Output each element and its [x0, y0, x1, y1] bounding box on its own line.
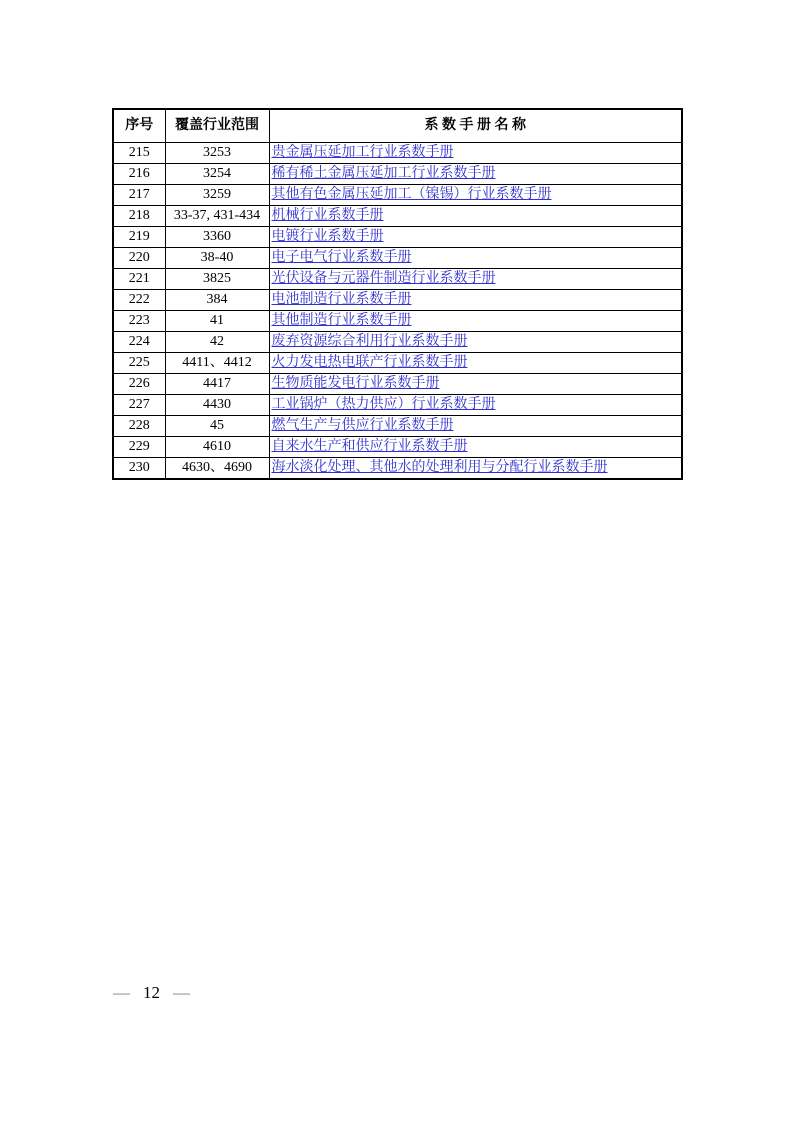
table-row — [113, 437, 682, 458]
serial-number-cell: 219 — [113, 227, 165, 248]
manual-name-cell — [269, 290, 682, 311]
industry-scope-cell: 3360 — [165, 227, 269, 248]
manual-name-link[interactable]: 生物质能发电行业系数手册 — [271, 376, 440, 391]
serial-number-cell: 220 — [113, 248, 165, 269]
table-row — [113, 227, 682, 248]
serial-number-cell: 216 — [113, 164, 165, 185]
serial-number-cell: 226 — [113, 374, 165, 395]
table-row — [113, 458, 682, 480]
serial-number-cell: 228 — [113, 416, 165, 437]
table-header-row — [113, 109, 682, 143]
industry-scope-cell: 41 — [165, 311, 269, 332]
table-row — [113, 290, 682, 311]
industry-scope-cell: 3825 — [165, 269, 269, 290]
manual-name-cell — [269, 437, 682, 458]
serial-number-cell: 217 — [113, 185, 165, 206]
manual-name-link[interactable]: 机械行业系数手册 — [271, 208, 384, 223]
footer-right-dash: — — [173, 983, 190, 1002]
manual-name-cell — [269, 269, 682, 290]
serial-number-cell: 225 — [113, 353, 165, 374]
table-header — [113, 109, 682, 143]
manual-name-cell — [269, 248, 682, 269]
industry-scope-cell: 45 — [165, 416, 269, 437]
manual-name-link[interactable]: 海水淡化处理、其他水的处理利用与分配行业系数手册 — [271, 460, 608, 475]
industry-scope-cell: 3259 — [165, 185, 269, 206]
manual-name-cell — [269, 164, 682, 185]
serial-number-cell: 222 — [113, 290, 165, 311]
industry-scope-cell: 3254 — [165, 164, 269, 185]
footer-left-dash: — — [113, 983, 130, 1002]
manual-name-link[interactable]: 电池制造行业系数手册 — [271, 292, 412, 307]
table-row — [113, 395, 682, 416]
table-row — [113, 269, 682, 290]
table-row — [113, 206, 682, 227]
table-row — [113, 353, 682, 374]
manual-name-cell — [269, 332, 682, 353]
industry-scope-cell: 3253 — [165, 143, 269, 164]
industry-scope-cell: 4630、4690 — [165, 458, 269, 480]
manual-name-link[interactable]: 其他制造行业系数手册 — [271, 313, 412, 328]
table-row — [113, 416, 682, 437]
industry-scope-cell: 33-37, 431-434 — [165, 206, 269, 227]
manual-name-link[interactable]: 工业锅炉（热力供应）行业系数手册 — [271, 397, 496, 412]
industry-scope-cell: 384 — [165, 290, 269, 311]
serial-number-cell: 218 — [113, 206, 165, 227]
header-manual-name: 系 数 手 册 名 称 — [269, 109, 682, 143]
manual-name-cell — [269, 458, 682, 480]
serial-number-cell: 223 — [113, 311, 165, 332]
table-row — [113, 248, 682, 269]
manual-name-link[interactable]: 电镀行业系数手册 — [271, 229, 384, 244]
manual-name-cell — [269, 143, 682, 164]
table-row — [113, 185, 682, 206]
industry-scope-cell: 4610 — [165, 437, 269, 458]
manual-name-cell — [269, 227, 682, 248]
manual-name-link[interactable]: 其他有色金属压延加工（镍锡）行业系数手册 — [271, 187, 552, 202]
industry-scope-cell: 4411、4412 — [165, 353, 269, 374]
serial-number-cell: 230 — [113, 458, 165, 480]
manual-name-link[interactable]: 光伏设备与元器件制造行业系数手册 — [271, 271, 496, 286]
manual-name-cell — [269, 374, 682, 395]
coefficient-manual-table — [112, 108, 683, 480]
industry-scope-cell: 38-40 — [165, 248, 269, 269]
table-row — [113, 374, 682, 395]
page-number: 12 — [143, 983, 160, 1002]
header-industry-scope: 覆盖行业范围 — [165, 109, 269, 143]
manual-name-link[interactable]: 废弃资源综合利用行业系数手册 — [271, 334, 468, 349]
manual-name-cell — [269, 185, 682, 206]
manual-name-link[interactable]: 稀有稀土金属压延加工行业系数手册 — [271, 166, 496, 181]
industry-scope-cell: 4430 — [165, 395, 269, 416]
serial-number-cell: 227 — [113, 395, 165, 416]
table-row — [113, 143, 682, 164]
serial-number-cell: 224 — [113, 332, 165, 353]
industry-scope-cell: 42 — [165, 332, 269, 353]
manual-name-link[interactable]: 燃气生产与供应行业系数手册 — [271, 418, 454, 433]
table-row — [113, 332, 682, 353]
manual-name-link[interactable]: 贵金属压延加工行业系数手册 — [271, 145, 454, 160]
manual-name-cell — [269, 206, 682, 227]
manual-name-cell — [269, 395, 682, 416]
manual-name-link[interactable]: 自来水生产和供应行业系数手册 — [271, 439, 468, 454]
serial-number-cell: 215 — [113, 143, 165, 164]
table-body — [113, 143, 682, 480]
manual-name-link[interactable]: 火力发电热电联产行业系数手册 — [271, 355, 468, 370]
serial-number-cell: 229 — [113, 437, 165, 458]
table-row — [113, 311, 682, 332]
manual-name-link[interactable]: 电子电气行业系数手册 — [271, 250, 412, 265]
table-row — [113, 164, 682, 185]
page-footer — [113, 983, 190, 1003]
industry-scope-cell: 4417 — [165, 374, 269, 395]
manual-name-cell — [269, 311, 682, 332]
manual-name-cell — [269, 353, 682, 374]
serial-number-cell: 221 — [113, 269, 165, 290]
manual-name-cell — [269, 416, 682, 437]
header-serial-number: 序号 — [113, 109, 165, 143]
